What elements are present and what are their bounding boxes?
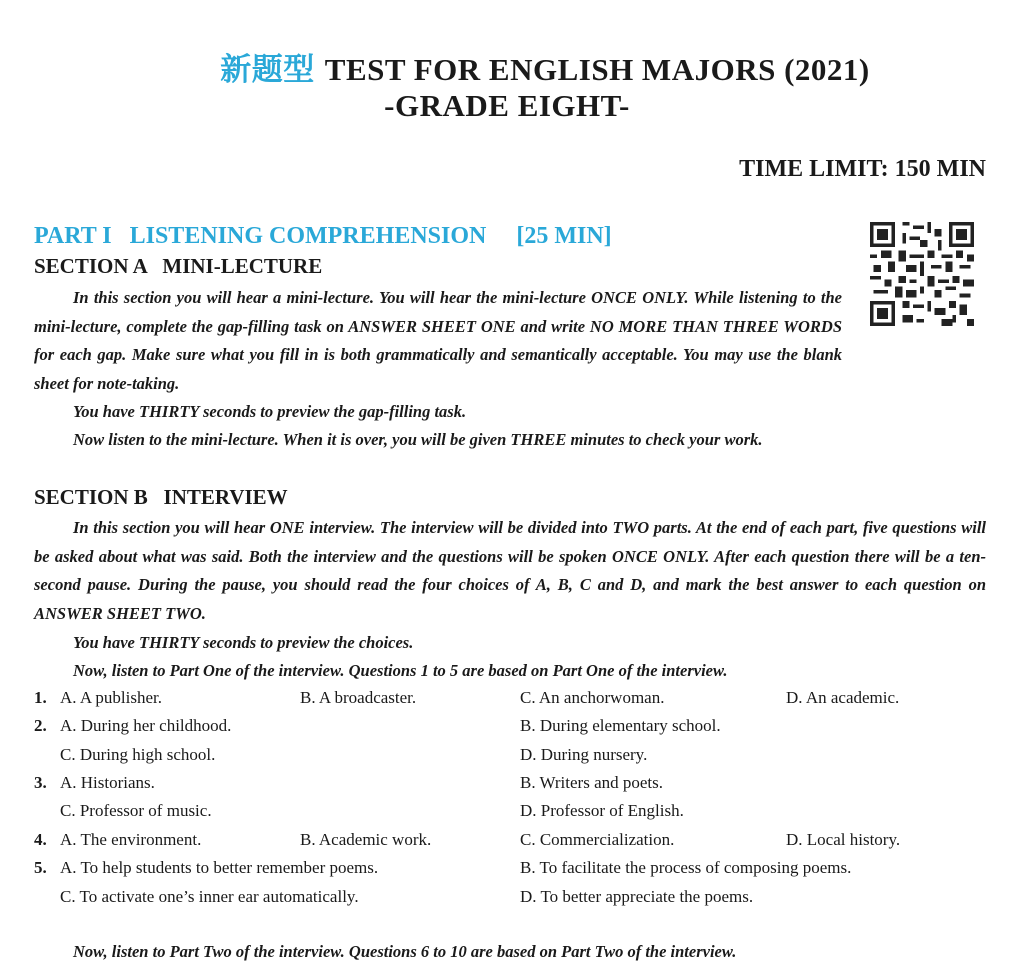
page-title	[0, 44, 1024, 89]
choice-d: D. An academic.	[786, 688, 900, 707]
choice-a: A. To help students to better remember poems.	[60, 858, 379, 877]
choice-d: D. Professor of English.	[520, 801, 684, 820]
part-duration: [25 MIN]	[516, 223, 612, 249]
question-number: 2.	[34, 716, 47, 735]
choice-a: A. The environment.	[60, 830, 202, 849]
choice-c: C. An anchorwoman.	[520, 688, 665, 707]
choice-c: C. To activate one’s inner ear automatically.	[60, 887, 359, 906]
choice-b: B. A broadcaster.	[300, 688, 417, 707]
section-b-part-two-note: Now, listen to Part Two of the interview. Questions 6 to 10 are based on Part Two of the interview.	[73, 942, 737, 961]
question-number: 1.	[34, 688, 47, 707]
section-a-preview-note: You have THIRTY seconds to preview the gap-filling task.	[73, 402, 467, 421]
choice-b: B. Academic work.	[300, 830, 432, 849]
choice-b: B. Writers and poets.	[520, 773, 664, 792]
choice-c: C. Professor of music.	[60, 801, 212, 820]
title-chinese: 新题型	[220, 52, 315, 88]
section-b-preview-note: You have THIRTY seconds to preview the choices.	[73, 633, 414, 652]
title-english: TEST FOR ENGLISH MAJORS (2021)	[324, 52, 870, 87]
part-heading	[34, 223, 612, 250]
page-subtitle: -GRADE EIGHT-	[384, 88, 630, 123]
question-number: 4.	[34, 830, 47, 849]
question-number: 3.	[34, 773, 47, 792]
qr-code-icon	[870, 222, 974, 326]
choice-a: A. Historians.	[60, 773, 155, 792]
section-b-heading: SECTION B INTERVIEW	[34, 485, 288, 509]
choice-c: C. During high school.	[60, 745, 216, 764]
choice-a: A. A publisher.	[60, 688, 163, 707]
time-limit: TIME LIMIT: 150 MIN	[739, 156, 986, 182]
choice-c: C. Commercialization.	[520, 830, 675, 849]
section-b-instruction: In this section you will hear ONE interview. The interview will be divided into TWO parts. At the end of each part, five questions will be asked about what was said. Both the interview and the questions will be spoken ONCE ONLY. After each question there will be a ten-second pause. During the pause, you should read the four choices of A, B, C and D, and mark the best answer to each question on ANSWER SHEET TWO.	[34, 518, 986, 623]
section-b-part-one-note: Now, listen to Part One of the interview. Questions 1 to 5 are based on Part One of the interview.	[73, 661, 728, 680]
section-a-instruction: In this section you will hear a mini-lecture. You will hear the mini-lecture ONCE ONLY. While listening to the mini-lecture, complete the gap-filling task on ANSWER SHEET ONE and write NO MORE THAN THREE WORDS for each gap. Make sure what you fill in is both grammatically and semantically acceptable. You may use the blank sheet for note-taking.	[34, 288, 842, 393]
question-number: 5.	[34, 858, 47, 877]
choice-d: D. During nursery.	[520, 745, 648, 764]
part-title: PART I LISTENING COMPREHENSION	[34, 223, 487, 249]
choice-b: B. During elementary school.	[520, 716, 721, 735]
section-a-listen-note: Now listen to the mini-lecture. When it is over, you will be given THREE minutes to check your work.	[73, 430, 763, 449]
choice-a: A. During her childhood.	[60, 716, 232, 735]
choice-d: D. Local history.	[786, 830, 901, 849]
choice-d: D. To better appreciate the poems.	[520, 887, 754, 906]
section-a-heading: SECTION A MINI-LECTURE	[34, 254, 323, 278]
choice-b: B. To facilitate the process of composing poems.	[520, 858, 852, 877]
